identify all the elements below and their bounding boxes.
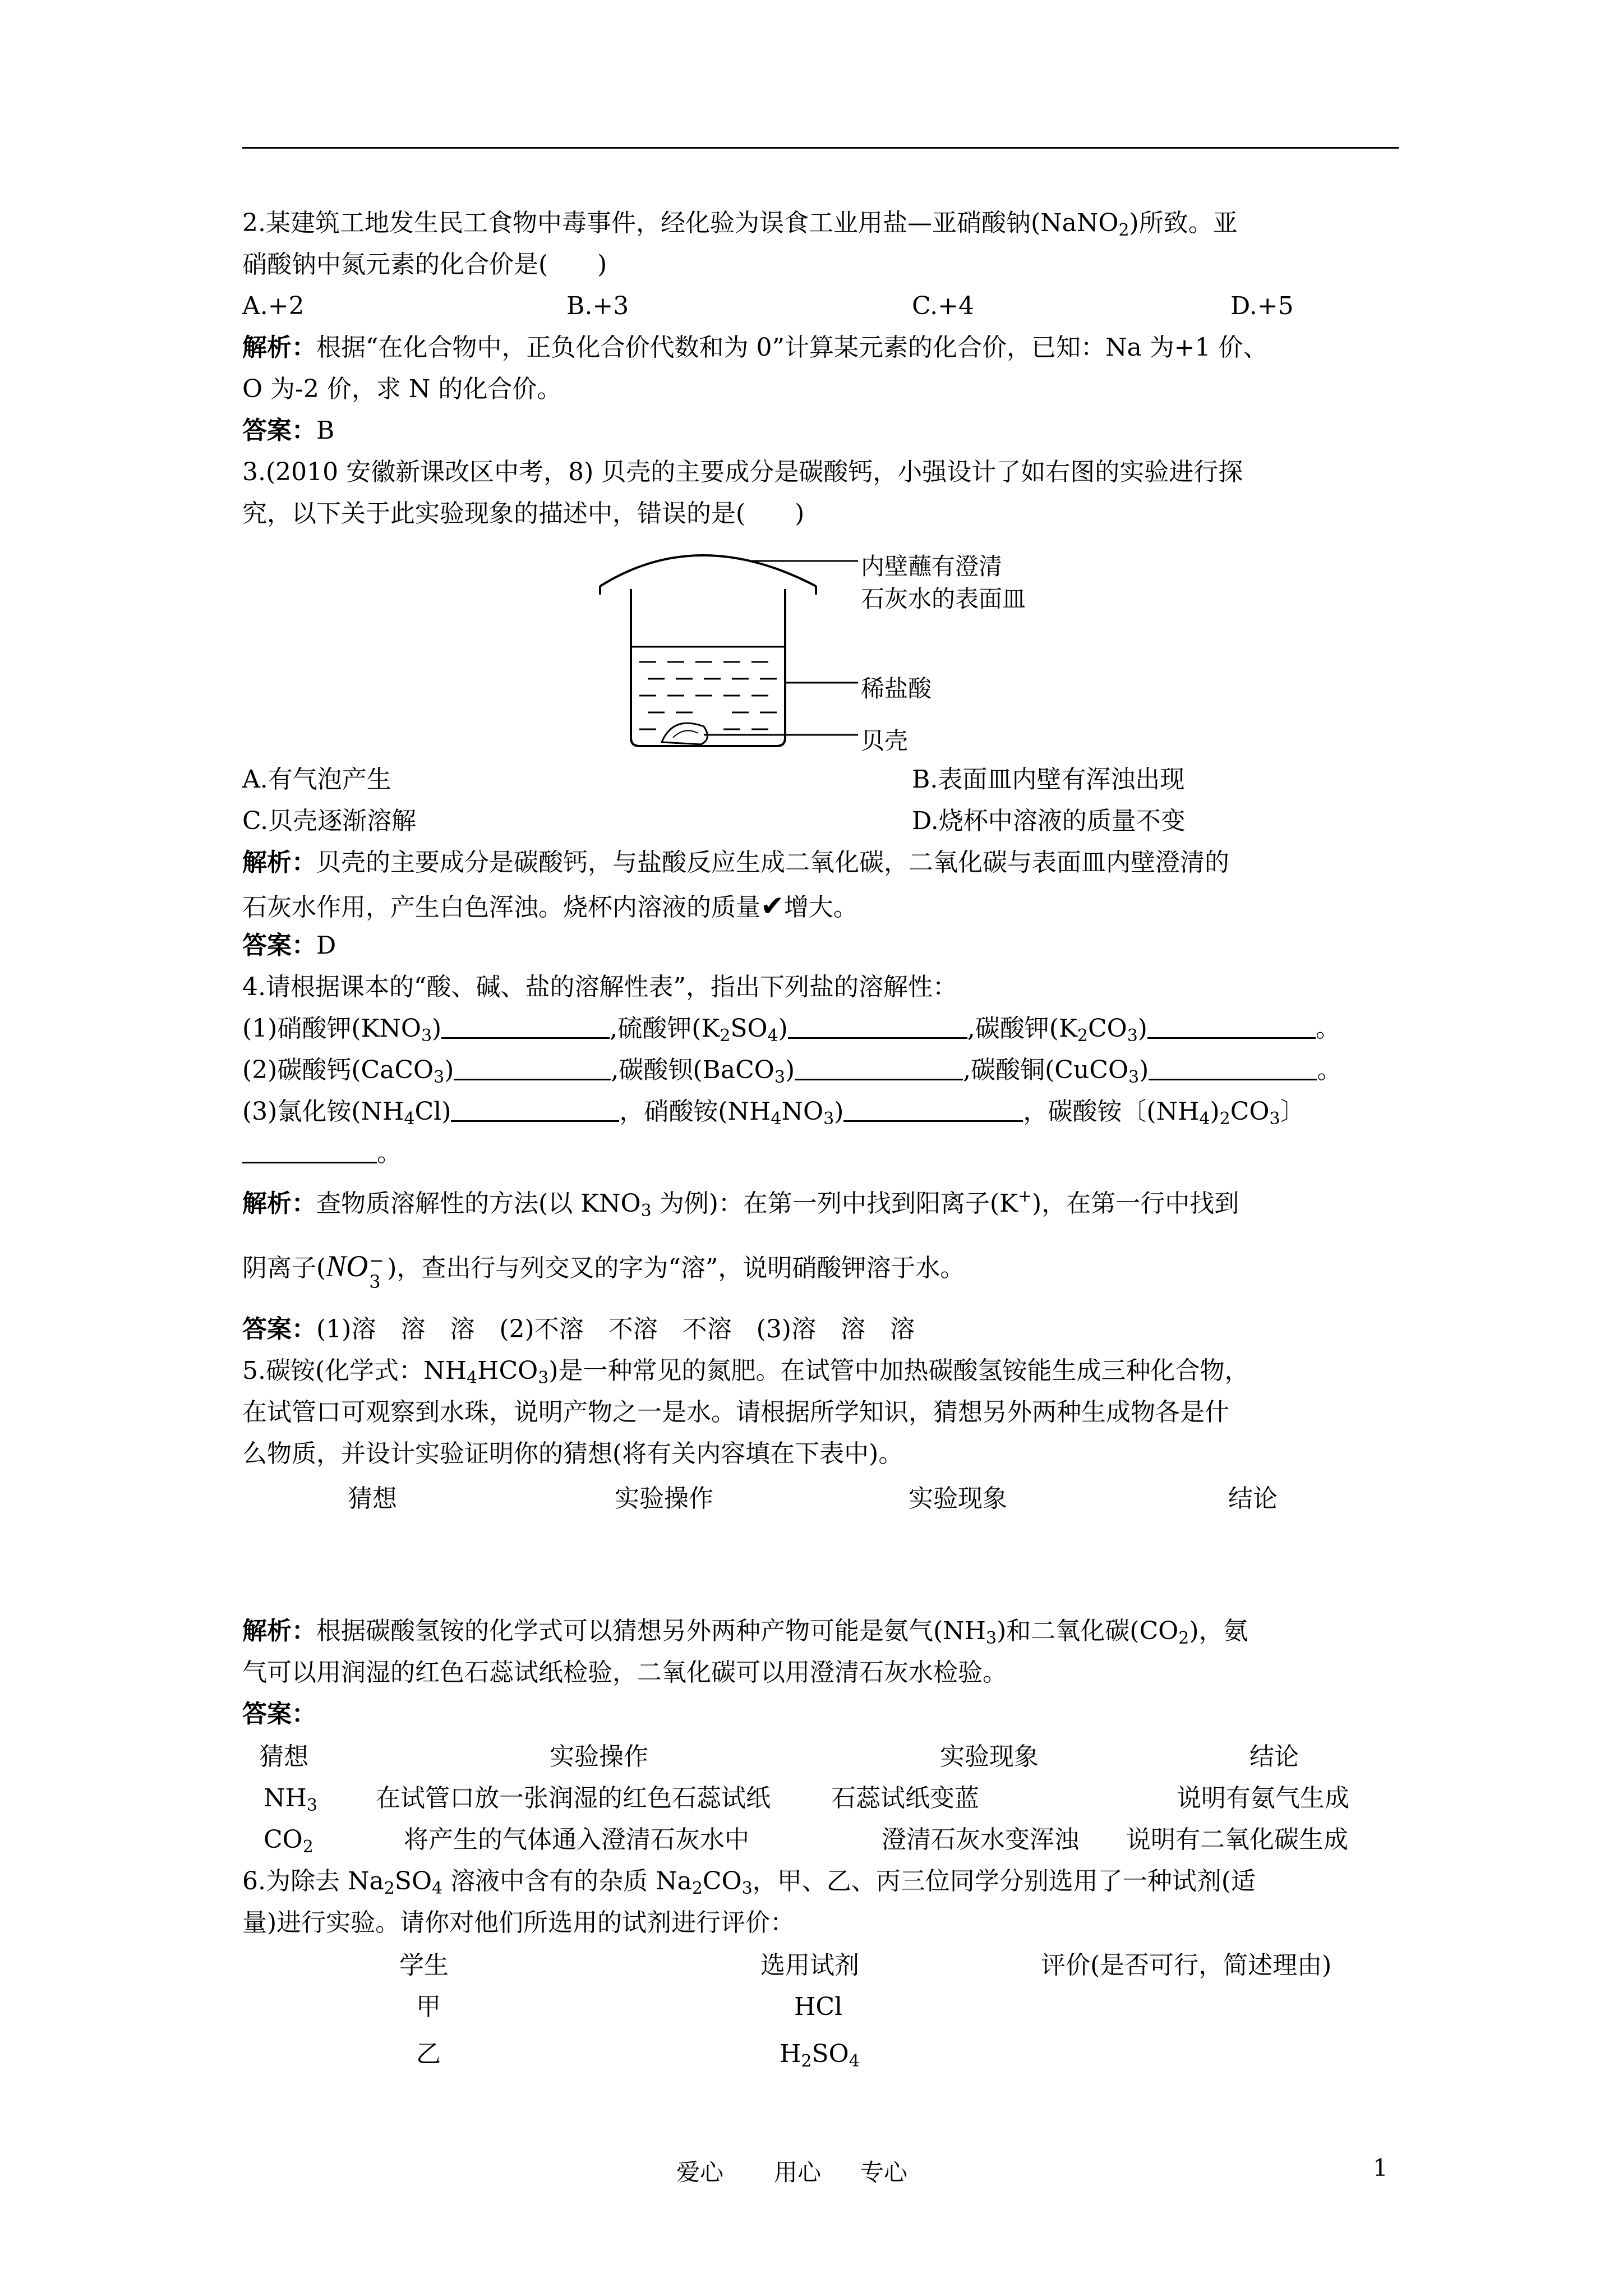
q2-answer: 答案：B — [242, 416, 335, 445]
q5-header-phenomenon: 实验现象 — [909, 1484, 1007, 1513]
q5-row1-guess: $NH_3$ — [264, 1784, 317, 1815]
page-number: 1 — [1373, 2154, 1388, 2182]
q4-analysis-line1: 解析：查物质溶解性的方法(以 $KNO_3$ 为例)：在第一列中找到阳离子(K+)，在第一行中找到 — [242, 1186, 1239, 1221]
q3-answer: 答案：D — [242, 931, 336, 960]
q5-line1: 5.碳铵(化学式：$NH_4HCO_3$)是一种常见的氮肥。在试管中加热碳酸氢铵能生成三种化合物， — [242, 1356, 1249, 1388]
q5-row1-operation: 在试管口放一张润湿的红色石蕊试纸 — [376, 1784, 771, 1812]
q5-row2-guess: $CO_2$ — [264, 1825, 313, 1857]
q2-line1: 2.某建筑工地发生民工食物中毒事件，经化验为误食工业用盐—亚硝酸钠(NaNO$_2$)所致。亚 — [242, 209, 1238, 240]
diagram-label-watch-glass-1: 内壁蘸有澄清 — [861, 553, 1003, 580]
q2-analysis-line1: 解析：根据“在化合物中，正负化合价代数和为 0”计算某元素的化合价，已知：Na 为+1 价、 — [242, 333, 1268, 362]
q6-row1-reagent: HCl — [794, 1993, 843, 2021]
q5-answer-header-conclusion: 结论 — [1249, 1742, 1299, 1771]
q5-analysis-line2: 气可以用润湿的红色石蕊试纸检验，二氧化碳可以用澄清石灰水检验。 — [242, 1658, 1007, 1687]
q5-row2-phenomenon: 澄清石灰水变浑浊 — [882, 1825, 1079, 1854]
q3-option-d: D.烧杯中溶液的质量不变 — [912, 807, 1186, 835]
q5-answer-header-operation: 实验操作 — [550, 1742, 648, 1771]
q4-row3-cont: 。 — [242, 1141, 402, 1166]
diagram-label-acid: 稀盐酸 — [861, 675, 932, 702]
q5-row1-conclusion: 说明有氨气生成 — [1177, 1784, 1349, 1812]
q4-row2: (2)碳酸钙(CaCO$_3$) ,碳酸钡(BaCO$_3$) ,碳酸铜(CuCO$_3$) 。 — [242, 1056, 1342, 1087]
q2-option-c: C.+4 — [912, 292, 974, 320]
q6-row2-reagent: $H_2SO_4$ — [780, 2040, 860, 2071]
q5-row2-conclusion: 说明有二氧化碳生成 — [1126, 1825, 1348, 1854]
beaker-svg — [589, 536, 892, 754]
q5-analysis-line1: 解析：根据碳酸氢铵的化学式可以猜想另外两种产物可能是氨气$(NH_3)$和二氧化碳$(CO_2)$，氨 — [242, 1617, 1248, 1648]
q4-intro: 4.请根据课本的“酸、碱、盐的溶解性表”，指出下列盐的溶解性： — [242, 973, 957, 1001]
q5-answer-header-guess: 猜想 — [259, 1742, 308, 1771]
q2-line2: 硝酸钠中氮元素的化合价是( ) — [242, 250, 607, 279]
footer-motto-2: 用心 — [774, 2159, 822, 2186]
q5-header-guess: 猜想 — [348, 1484, 397, 1513]
q6-header-student: 学生 — [399, 1951, 449, 1980]
diagram-label-watch-glass-2: 石灰水的表面皿 — [861, 585, 1026, 613]
q3-line2: 究，以下关于此实验现象的描述中，错误的是( ) — [242, 499, 805, 528]
q3-option-c: C.贝壳逐渐溶解 — [242, 807, 417, 835]
q5-row1-phenomenon: 石蕊试纸变蓝 — [831, 1784, 979, 1812]
q5-answer-label: 答案： — [242, 1700, 316, 1728]
footer-motto-3: 专心 — [860, 2159, 908, 2186]
q2-analysis-line2: O 为-2 价，求 N 的化合价。 — [242, 375, 562, 403]
diagram-label-shell: 贝壳 — [861, 727, 909, 754]
q4-row3: (3)氯化铵$(NH_4Cl)$ ，硝酸铵$(NH_4NO_3)$ ，碳酸铵〔$(NH_4)_2CO_3$〕 — [242, 1097, 1305, 1129]
q6-line2: 量)进行实验。请你对他们所选用的试剂进行评价： — [242, 1908, 795, 1937]
q2-option-d: D.+5 — [1230, 292, 1294, 320]
checkmark-icon: ✔ — [760, 890, 784, 922]
q4-answer: 答案：(1)溶 溶 溶 (2)不溶 不溶 不溶 (3)溶 溶 溶 — [242, 1315, 915, 1343]
q5-answer-header-phenomenon: 实验现象 — [940, 1742, 1039, 1771]
q6-row1-student: 甲 — [416, 1993, 441, 2021]
header-rule — [242, 147, 1399, 149]
q4-row1: (1)硝酸钾$(KNO_3)$ ,硫酸钾$(K_2SO_4)$ ,碳酸钾$(K_2CO_3)$ 。 — [242, 1014, 1340, 1046]
q6-header-reagent: 选用试剂 — [760, 1951, 859, 1980]
q6-row2-student: 乙 — [416, 2040, 441, 2068]
q4-analysis-line2: 阴离子(NO − 3 )，查出行与列交叉的字为“溶”，说明硝酸钾溶于水。 — [242, 1249, 965, 1292]
q2-option-b: B.+3 — [566, 292, 629, 320]
q6-line1: 6.为除去 $Na_2SO_4$ 溶液中含有的杂质 $Na_2CO_3$，甲、乙、丙三位同学分别选用了一种试剂(适 — [242, 1867, 1256, 1898]
q5-line3: 么物质，并设计实验证明你的猜想(将有关内容填在下表中)。 — [242, 1439, 903, 1468]
q3-line1: 3.(2010 安徽新课改区中考，8) 贝壳的主要成分是碳酸钙，小强设计了如右图的实验进行探 — [242, 458, 1243, 486]
q5-header-conclusion: 结论 — [1228, 1484, 1278, 1513]
q5-header-operation: 实验操作 — [615, 1484, 713, 1513]
q6-header-evaluation: 评价(是否可行，简述理由) — [1041, 1951, 1332, 1980]
footer-motto-1: 爱心 — [676, 2159, 724, 2186]
q5-row2-operation: 将产生的气体通入澄清石灰水中 — [404, 1825, 749, 1854]
experiment-diagram — [589, 536, 1026, 761]
q3-analysis-line2: 石灰水作用，产生白色浑浊。烧杯内溶液的质量✔增大。 — [242, 890, 858, 922]
q5-line2: 在试管口可观察到水珠，说明产物之一是水。请根据所学知识，猜想另外两种生成物各是什 — [242, 1398, 1229, 1427]
q3-option-a: A.有气泡产生 — [242, 765, 391, 794]
q3-option-b: B.表面皿内壁有浑浊出现 — [912, 765, 1185, 794]
q3-analysis-line1: 解析：贝壳的主要成分是碳酸钙，与盐酸反应生成二氧化碳，二氧化碳与表面皿内壁澄清的 — [242, 848, 1229, 877]
q2-option-a: A.+2 — [242, 292, 305, 320]
